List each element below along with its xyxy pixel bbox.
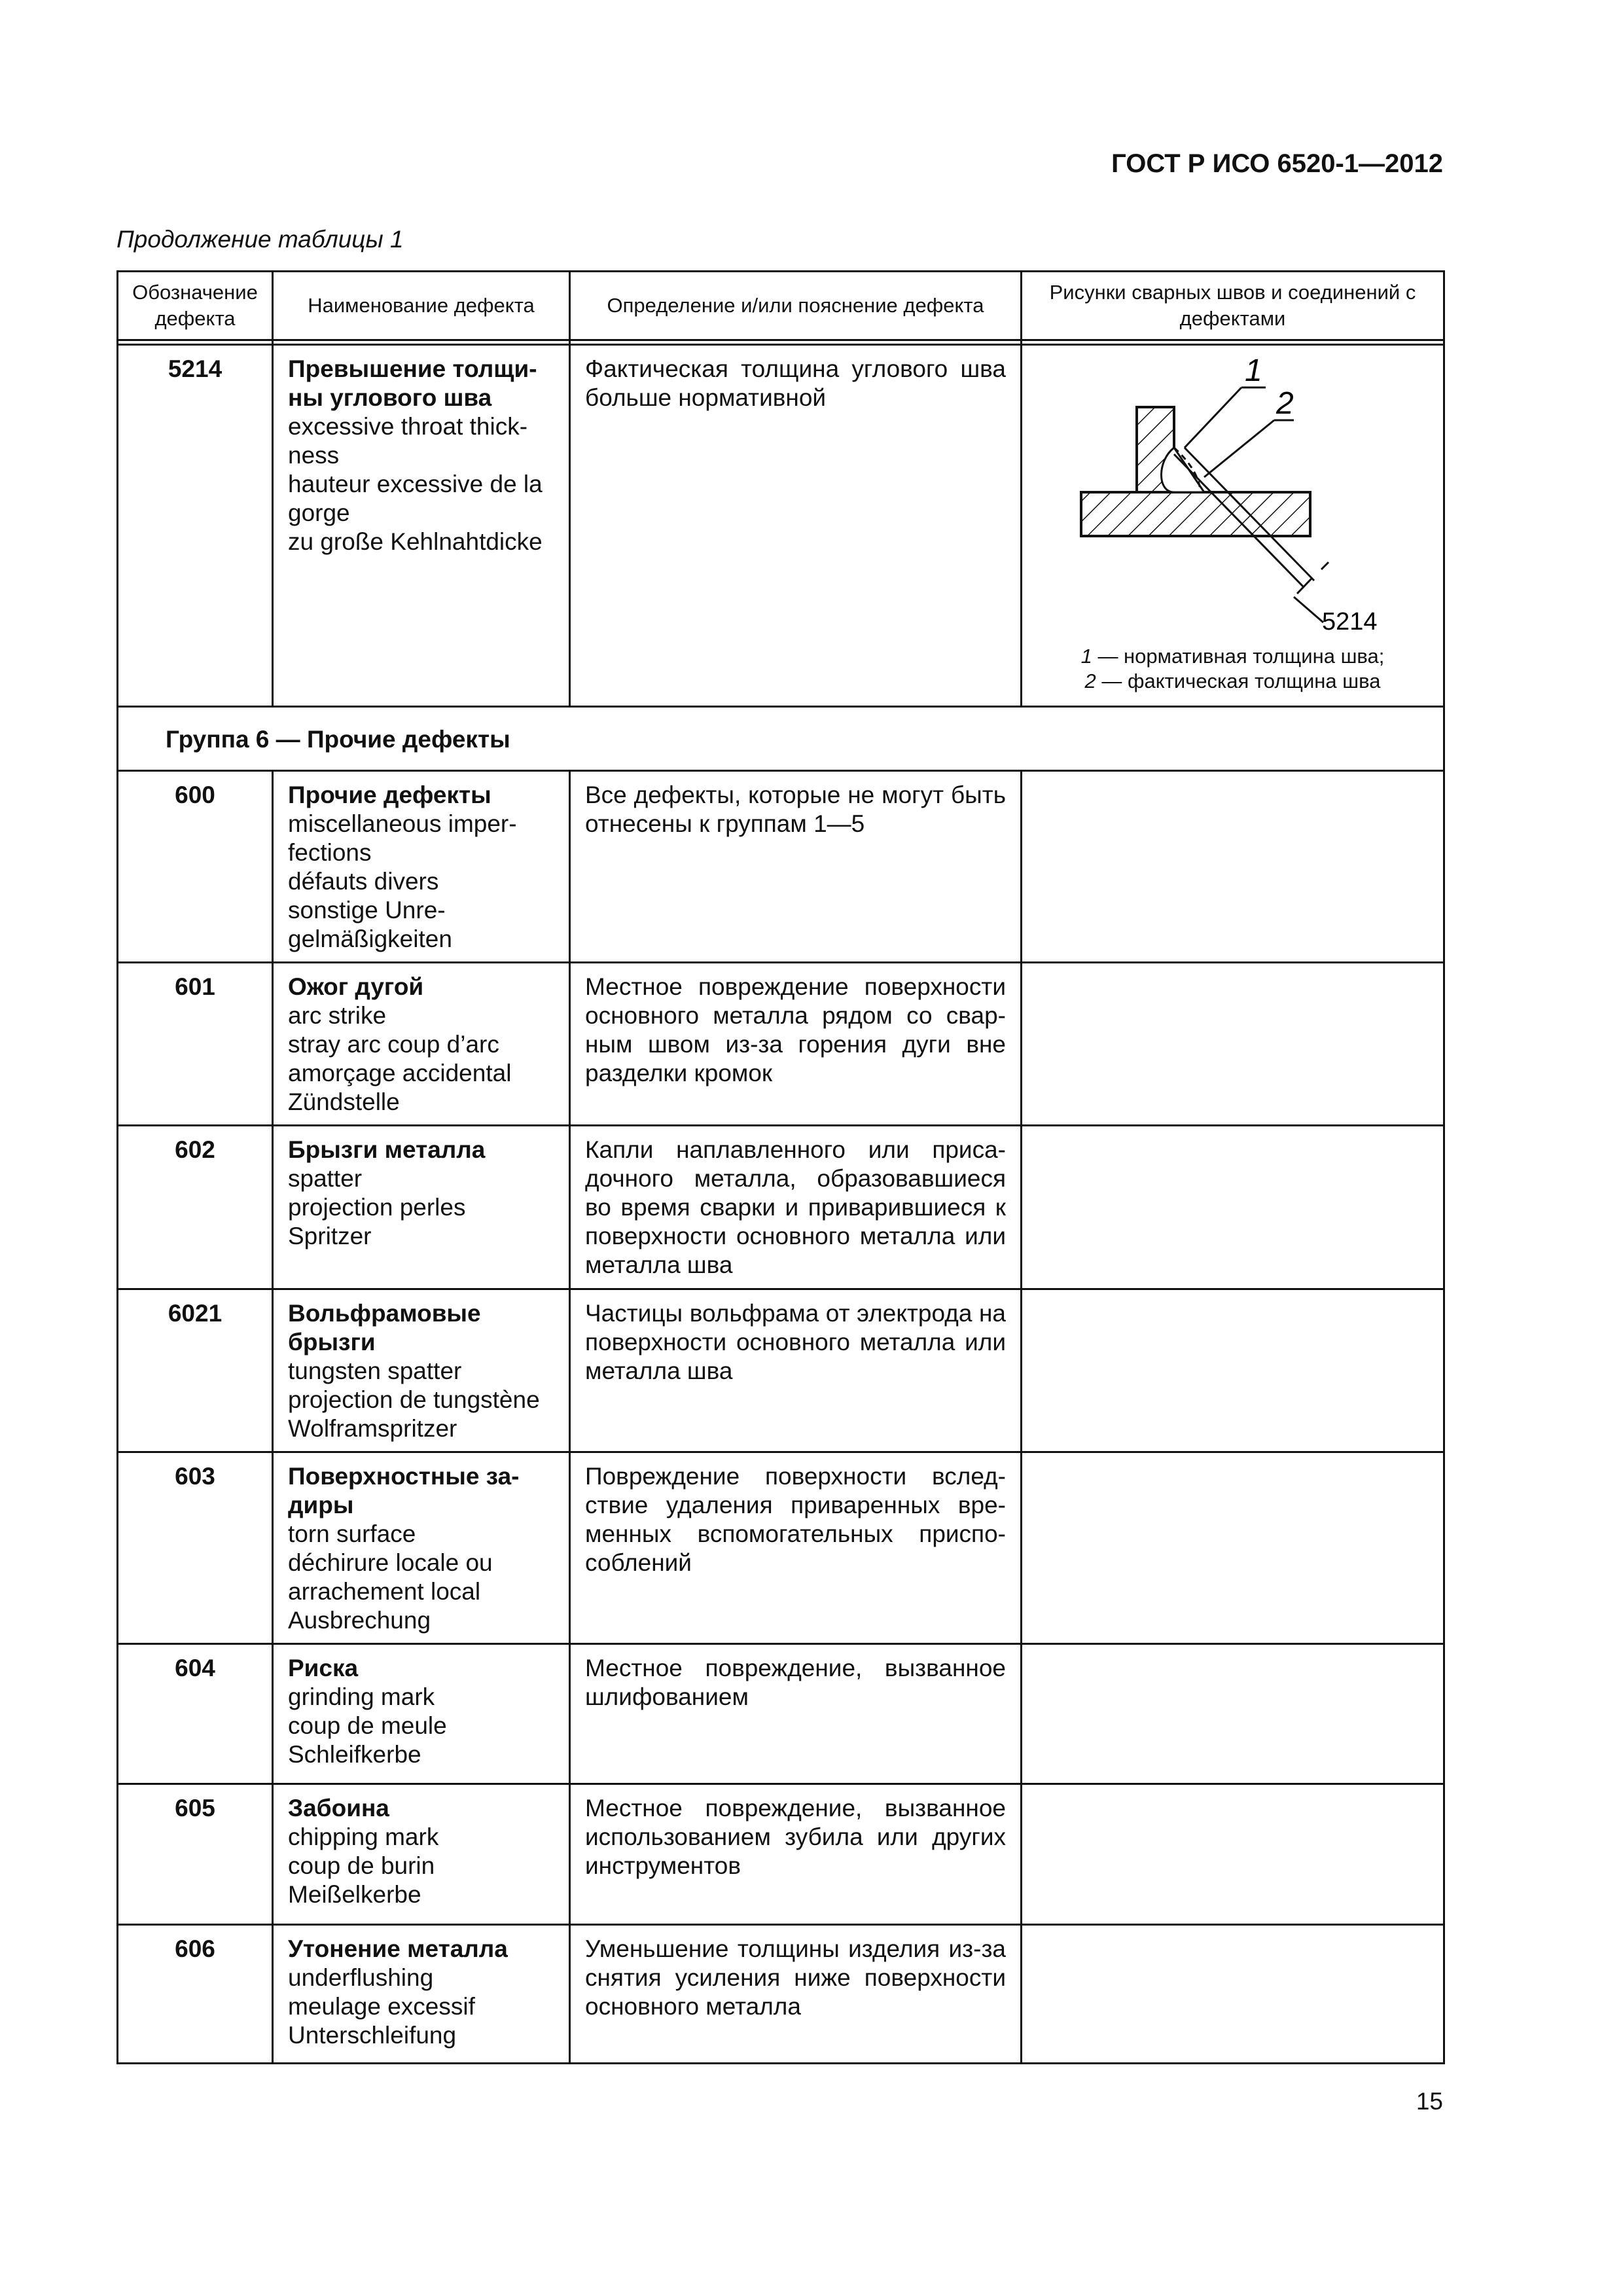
column-header-name: Наименование дефекта bbox=[273, 272, 570, 340]
defect-name-translation: stray arc coup d’arc bbox=[288, 1031, 499, 1058]
defect-name-de: zu große Kehlnahtdicke bbox=[288, 528, 543, 555]
defect-name-translation: miscellaneous imper-fections bbox=[288, 810, 517, 866]
defect-name-translation: Spritzer bbox=[288, 1223, 372, 1249]
fillet-weld-excess-throat-figure bbox=[1029, 350, 1435, 637]
defect-name-translation: Meißelkerbe bbox=[288, 1881, 421, 1908]
defects-table bbox=[116, 270, 1445, 2064]
legend-text-1: — нормативная толщина шва; bbox=[1092, 645, 1385, 668]
defect-name-translation: tungsten spatter bbox=[288, 1357, 462, 1384]
defect-code: 601 bbox=[118, 963, 273, 1126]
figure-cell bbox=[1022, 1784, 1444, 1925]
defect-name-cell bbox=[273, 1289, 570, 1452]
defect-name-ru: Поверхностные за-диры bbox=[288, 1463, 520, 1518]
defect-name-translation: déchirure locale ou arrachement local bbox=[288, 1549, 493, 1605]
defect-name-translation: Unterschleifung bbox=[288, 2022, 457, 2049]
figure-code-label: 5214 bbox=[1322, 608, 1378, 636]
defect-name-cell bbox=[273, 963, 570, 1126]
defect-name-cell bbox=[273, 1925, 570, 2064]
legend-text-2: — фактическая толщина шва bbox=[1096, 670, 1381, 692]
defect-name-ru: Превышение толщи-ны углового шва bbox=[288, 355, 537, 411]
figure-cell bbox=[1022, 1644, 1444, 1784]
defect-code: 5214 bbox=[118, 345, 273, 707]
defect-name-translation: spatter bbox=[288, 1165, 363, 1192]
defect-name-translation: torn surface bbox=[288, 1520, 416, 1547]
figure-cell bbox=[1022, 771, 1444, 963]
legend-num-1: 1 bbox=[1080, 645, 1092, 668]
defect-name-translation: Wolframspritzer bbox=[288, 1415, 457, 1442]
table-row bbox=[118, 1126, 1444, 1289]
defect-name-ru: Забоина bbox=[288, 1795, 389, 1821]
defect-code: 602 bbox=[118, 1126, 273, 1289]
defect-definition: Местное повреждение, вызванное использованием зубила или других инструментов bbox=[570, 1784, 1022, 1925]
column-header-figure: Рисунки сварных швов и соединений с дефектами bbox=[1022, 272, 1444, 340]
defect-name-translation: défauts divers bbox=[288, 868, 439, 895]
defect-name-cell bbox=[273, 1452, 570, 1644]
table-row bbox=[118, 1289, 1444, 1452]
defect-code: 6021 bbox=[118, 1289, 273, 1452]
defect-code: 606 bbox=[118, 1925, 273, 2064]
table-row bbox=[118, 1925, 1444, 2064]
defect-name-translation: amorçage accidental bbox=[288, 1060, 512, 1086]
defect-name-translation: sonstige Unre-gelmäßigkeiten bbox=[288, 897, 452, 952]
defect-name-translation: chipping mark bbox=[288, 1823, 439, 1850]
defect-name-translation: coup de meule bbox=[288, 1712, 447, 1739]
figure-cell bbox=[1022, 1925, 1444, 2064]
defect-name-ru: Риска bbox=[288, 1655, 359, 1681]
defect-name-translation: meulage excessif bbox=[288, 1993, 475, 2020]
defect-name-ru: Утонение металла bbox=[288, 1935, 508, 1962]
defect-code: 603 bbox=[118, 1452, 273, 1644]
defect-name-translation: Ausbrechung bbox=[288, 1607, 431, 1634]
defect-definition: Капли наплавленного или приса-дочного металла, образовавшиеся во время сварки и приварившиеся к поверхности основного металла или металла шва bbox=[570, 1126, 1022, 1289]
figure-cell bbox=[1022, 1126, 1444, 1289]
defect-name-ru: Ожог дугой bbox=[288, 973, 424, 1000]
defect-name-ru: Брызги металла bbox=[288, 1136, 486, 1163]
figure-cell bbox=[1022, 1289, 1444, 1452]
defect-name-translation: projection de tungstène bbox=[288, 1386, 540, 1413]
defect-definition: Местное повреждение, вызванное шлифованием bbox=[570, 1644, 1022, 1784]
standard-designation: ГОСТ Р ИСО 6520-1—2012 bbox=[1111, 149, 1443, 178]
base-plate bbox=[1081, 492, 1310, 536]
defect-name-cell bbox=[273, 771, 570, 963]
defect-name-translation: Schleifkerbe bbox=[288, 1741, 421, 1768]
defect-name-translation: grinding mark bbox=[288, 1683, 435, 1710]
defect-definition: Уменьшение толщины изделия из-за снятия усиления ниже поверхности основного металла bbox=[570, 1925, 1022, 2064]
table-row bbox=[118, 1784, 1444, 1925]
defect-definition: Местное повреждение поверхности основного металла рядом со свар-ным швом из-за горения дуги вне разделки кромок bbox=[570, 963, 1022, 1126]
group-row bbox=[118, 707, 1444, 771]
table-continuation-caption: Продолжение таблицы 1 bbox=[116, 226, 404, 253]
defect-name-translation: Zündstelle bbox=[288, 1088, 400, 1115]
table-row bbox=[118, 1452, 1444, 1644]
defect-name-translation: coup de burin bbox=[288, 1852, 435, 1879]
table-row bbox=[118, 963, 1444, 1126]
figure-label-1: 1 bbox=[1245, 353, 1262, 388]
defect-name-cell bbox=[273, 345, 570, 707]
defect-name-cell bbox=[273, 1126, 570, 1289]
defect-name-ru: Вольфрамовые брызги bbox=[288, 1300, 481, 1355]
defect-code: 604 bbox=[118, 1644, 273, 1784]
page-number: 15 bbox=[1416, 2088, 1443, 2115]
table-row bbox=[118, 345, 1444, 707]
defect-name-en: excessive throat thick-ness bbox=[288, 413, 528, 469]
defect-name-ru: Прочие дефекты bbox=[288, 781, 491, 808]
defect-name-translation: underflushing bbox=[288, 1964, 434, 1991]
defect-name-translation: arc strike bbox=[288, 1002, 387, 1029]
defect-code: 600 bbox=[118, 771, 273, 963]
defect-name-fr: hauteur excessive de la gorge bbox=[288, 471, 543, 526]
figure-cell bbox=[1022, 1452, 1444, 1644]
figure-cell bbox=[1022, 963, 1444, 1126]
column-header-code: Обозначение дефекта bbox=[118, 272, 273, 340]
defect-definition: Фактическая толщина углового шва больше нормативной bbox=[570, 345, 1022, 707]
defect-code: 605 bbox=[118, 1784, 273, 1925]
table-row bbox=[118, 771, 1444, 963]
legend-num-2: 2 bbox=[1084, 670, 1096, 692]
defect-name-cell bbox=[273, 1644, 570, 1784]
defect-name-translation: projection perles bbox=[288, 1194, 466, 1221]
table-row bbox=[118, 1644, 1444, 1784]
fillet-weld bbox=[1162, 448, 1205, 492]
defect-definition: Все дефекты, которые не могут быть отнесены к группам 1—5 bbox=[570, 771, 1022, 963]
figure-cell bbox=[1022, 345, 1444, 707]
group-heading: Группа 6 — Прочие дефекты bbox=[118, 707, 1444, 771]
figure-legend bbox=[1029, 644, 1436, 694]
defect-definition: Частицы вольфрама от электрода на поверхности основного металла или металла шва bbox=[570, 1289, 1022, 1452]
defect-definition: Повреждение поверхности вслед-ствие удаления приваренных вре-менных вспомогательных приспо-соблений bbox=[570, 1452, 1022, 1644]
column-header-definition: Определение и/или пояснение дефекта bbox=[570, 272, 1022, 340]
defect-name-cell bbox=[273, 1784, 570, 1925]
figure-label-2: 2 bbox=[1276, 386, 1294, 421]
